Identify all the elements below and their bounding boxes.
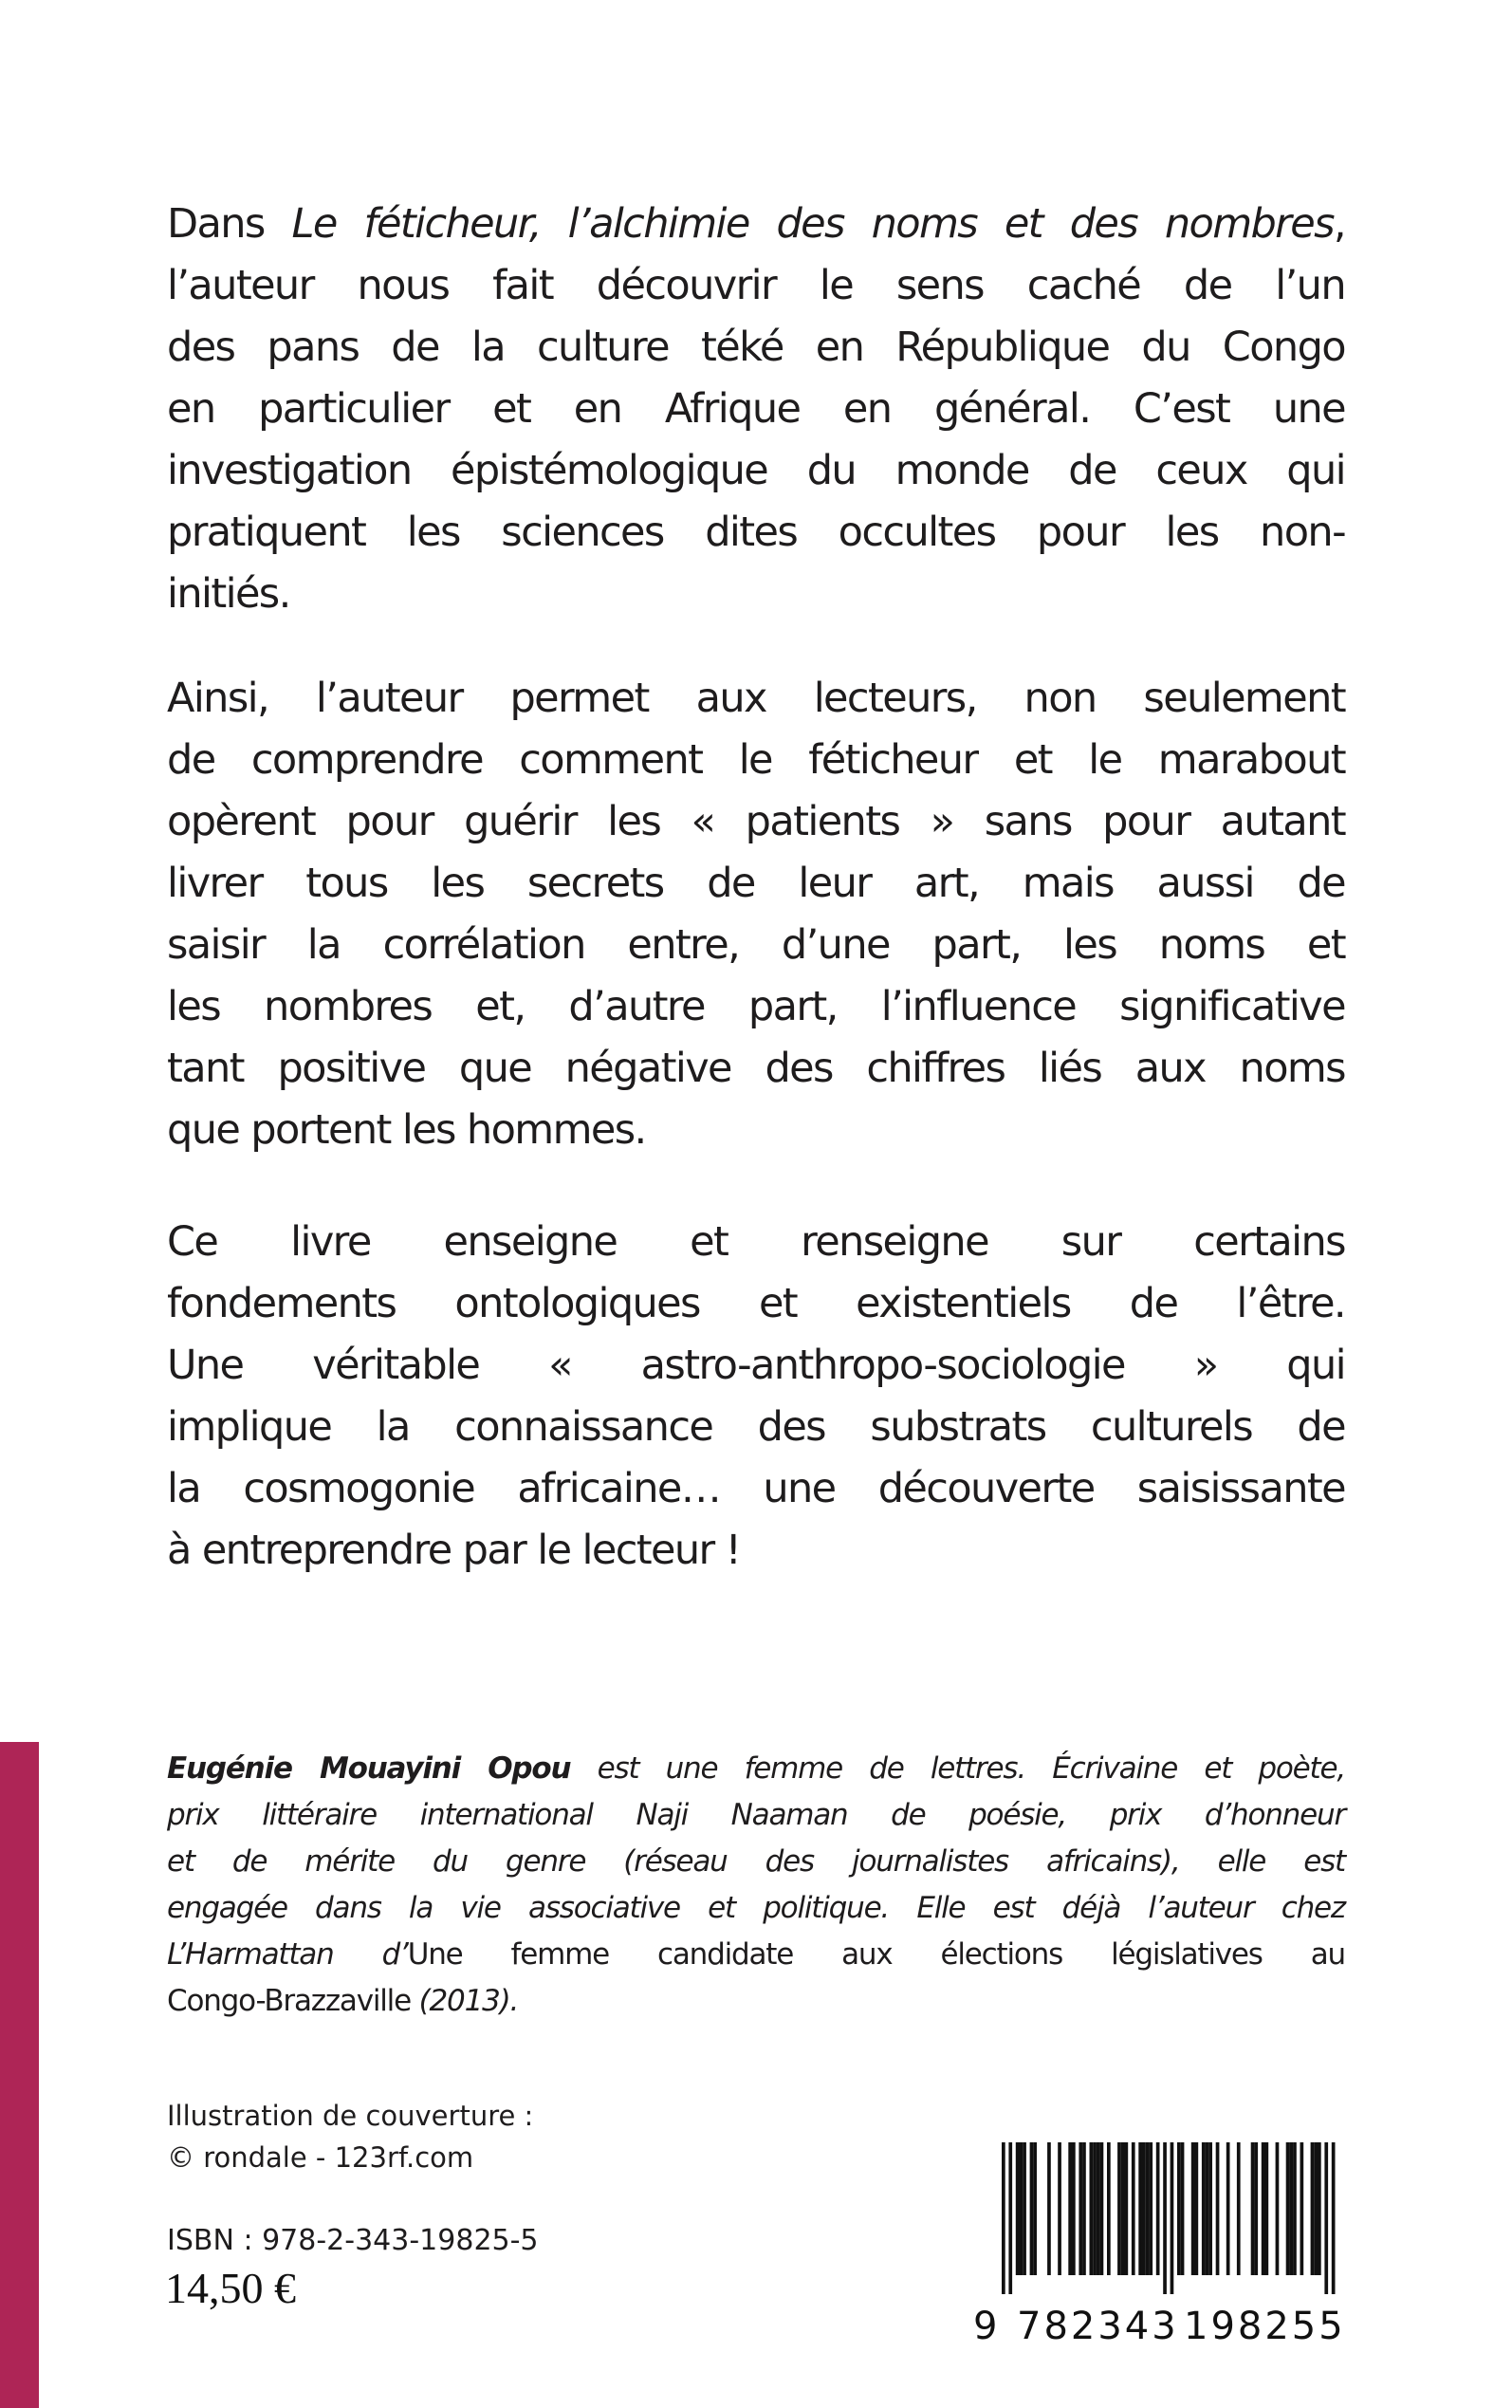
barcode-bar [1181,2142,1185,2275]
text-segment: fondements ontologiques et existentiels de l’être. [167,1280,1345,1327]
text-segment: Eugénie Mouayini Opou [167,1751,571,1786]
barcode-bar [1318,2142,1321,2275]
barcode-bar [1097,2142,1100,2275]
text-line [167,791,1345,853]
barcode-bar [1068,2142,1072,2275]
text-segment: Une femme candidate aux élections législatives au [407,1937,1346,1972]
text-line [167,379,1345,440]
text-line [167,853,1345,915]
text-segment: prix littéraire international Naji Naaman de poésie, prix d’honneur [167,1798,1345,1832]
blurb-paragraph-3 [167,1212,1345,1582]
text-line [167,1932,1345,1978]
barcode-bar [1023,2142,1026,2275]
text-segment: engagée dans la vie associative et politique. Elle est déjà l’auteur chez [167,1891,1345,1925]
text-line [167,317,1345,379]
illustration-credit: © rondale - 123rf.com [167,2141,474,2174]
text-line [167,976,1345,1038]
text-segment: à entreprendre par le lecteur ! [167,1527,741,1574]
barcode-bar [1121,2142,1125,2275]
text-segment: la cosmogonie africaine… une découverte saisissante [167,1465,1345,1512]
text-line [167,1885,1345,1932]
text-line [167,668,1345,730]
text-segment: Ce livre enseigne et renseigne sur certains [167,1218,1345,1266]
barcode-bar [1008,2142,1012,2294]
barcode-graphic [969,2116,1349,2343]
text-segment: de comprendre comment le féticheur et le marabout [167,736,1345,784]
text-segment: Dans [167,200,292,248]
text-segment: implique la connaissance des substrats culturels de [167,1403,1345,1451]
text-line [167,1520,1345,1582]
barcode-bar [1030,2142,1034,2275]
text-segment: livrer tous les secrets de leur art, mais aussi de [167,860,1345,907]
text-segment: , [1333,200,1345,248]
barcode-bar [1093,2142,1097,2275]
blurb-paragraph-2 [167,668,1345,1161]
barcode-bar [1163,2142,1167,2294]
text-line [167,730,1345,791]
text-segment: Ainsi, l’auteur permet aux lecteurs, non seulement [167,675,1345,722]
author-bio [167,1746,1345,2025]
text-segment: initiés. [167,570,290,618]
barcode-bar [1208,2142,1212,2275]
barcode-bars [1002,2142,1336,2294]
barcode-bar [1226,2142,1230,2275]
text-segment: investigation épistémologique du monde de ceux qui [167,447,1345,494]
barcode-bar [1300,2142,1304,2275]
text-line [167,440,1345,502]
barcode-bar [1082,2142,1086,2275]
barcode-bar [1156,2142,1160,2275]
barcode-bar [1117,2142,1121,2275]
barcode-bar [1195,2142,1199,2275]
text-line [167,1273,1345,1335]
barcode-bar [1332,2142,1336,2294]
text-line [167,1458,1345,1520]
barcode-bar [1251,2142,1255,2275]
text-line [167,1839,1345,1885]
text-segment: saisir la corrélation entre, d’une part, les noms et [167,921,1345,969]
text-segment: que portent les hommes. [167,1106,646,1154]
text-line [167,1212,1345,1273]
cover-illustration-credit [167,2095,533,2178]
barcode-bar [1262,2142,1265,2275]
text-line [167,1397,1345,1458]
text-line [167,564,1345,625]
text-segment: en particulier et en Afrique en général. C’est une [167,385,1345,433]
barcode-digits-left: 782343 [1017,2305,1179,2343]
blurb-paragraph-1 [167,194,1345,625]
barcode-bar [1138,2142,1142,2275]
text-segment: les nombres et, d’autre part, l’influence significative [167,983,1345,1030]
barcode-bar [1072,2142,1076,2275]
barcode-bar [1216,2142,1220,2275]
barcode-bar [1149,2142,1152,2275]
text-line [167,502,1345,564]
text-segment: (2013). [410,1984,519,2018]
barcode-bar [1286,2142,1290,2275]
barcode-digit-first: 9 [973,2305,998,2343]
text-line [167,1978,1345,2025]
barcode-bar [1079,2142,1082,2275]
barcode-bar [1125,2142,1129,2275]
text-line [167,915,1345,976]
barcode-bar [1058,2142,1061,2275]
text-segment: L’Harmattan d’ [167,1937,408,1972]
text-segment: tant positive que négative des chiffres liés aux noms [167,1045,1345,1092]
text-segment: des pans de la culture téké en République du Congo [167,324,1345,371]
barcode-bar [1047,2142,1051,2275]
text-segment: est une femme de lettres. Écrivaine et poète, [570,1751,1346,1786]
barcode-bar [1142,2142,1146,2275]
barcode-bar [1177,2142,1181,2275]
barcode-bar [1289,2142,1293,2275]
text-line [167,255,1345,317]
text-line [167,1038,1345,1100]
text-segment: pratiquent les sciences dites occultes pour les non- [167,509,1345,556]
text-segment: Congo-Brazzaville [167,1984,411,2018]
barcode-bar [1311,2142,1315,2275]
barcode-bar [1276,2142,1280,2275]
barcode-bar [1002,2142,1005,2294]
accent-side-bar [0,1742,39,2408]
barcode-bar [1171,2142,1174,2294]
text-line [167,1792,1345,1839]
text-line [167,1746,1345,1792]
barcode-bar [1100,2142,1104,2275]
barcode-bar [1254,2142,1258,2275]
barcode-bar [1132,2142,1135,2275]
barcode-digits-right: 198255 [1184,2305,1346,2343]
barcode-bar [1314,2142,1318,2275]
text-segment: l’auteur nous fait découvrir le sens caché de l’un [167,262,1345,309]
illustration-label: Illustration de couverture : [167,2100,534,2132]
barcode-bar [1237,2142,1241,2275]
text-line [167,194,1345,255]
barcode-bar [1146,2142,1150,2275]
barcode-bar [1016,2142,1020,2275]
text-line [167,1100,1345,1161]
isbn-label: ISBN : 978-2-343-19825-5 [167,2224,539,2257]
barcode-bar [1206,2142,1209,2275]
isbn-barcode [969,2116,1349,2343]
text-segment: Le féticheur, l’alchimie des noms et des nombres [291,200,1334,248]
text-line [167,1335,1345,1397]
text-segment: opèrent pour guérir les « patients » sans pour autant [167,798,1345,845]
text-segment: Une véritable « astro-anthropo-sociologie » qui [167,1342,1345,1389]
barcode-bar [1090,2142,1094,2275]
barcode-bar [1033,2142,1037,2275]
barcode-bar [1107,2142,1111,2275]
text-segment: et de mérite du genre (réseau des journalistes africains), elle est [167,1844,1345,1879]
barcode-bar [1020,2142,1023,2275]
barcode-bar [1191,2142,1195,2275]
barcode-bar [1202,2142,1206,2275]
barcode-bar [1265,2142,1269,2275]
price-label: 14,50 € [165,2264,296,2312]
barcode-bar [1324,2142,1328,2294]
barcode-bar [1293,2142,1297,2275]
